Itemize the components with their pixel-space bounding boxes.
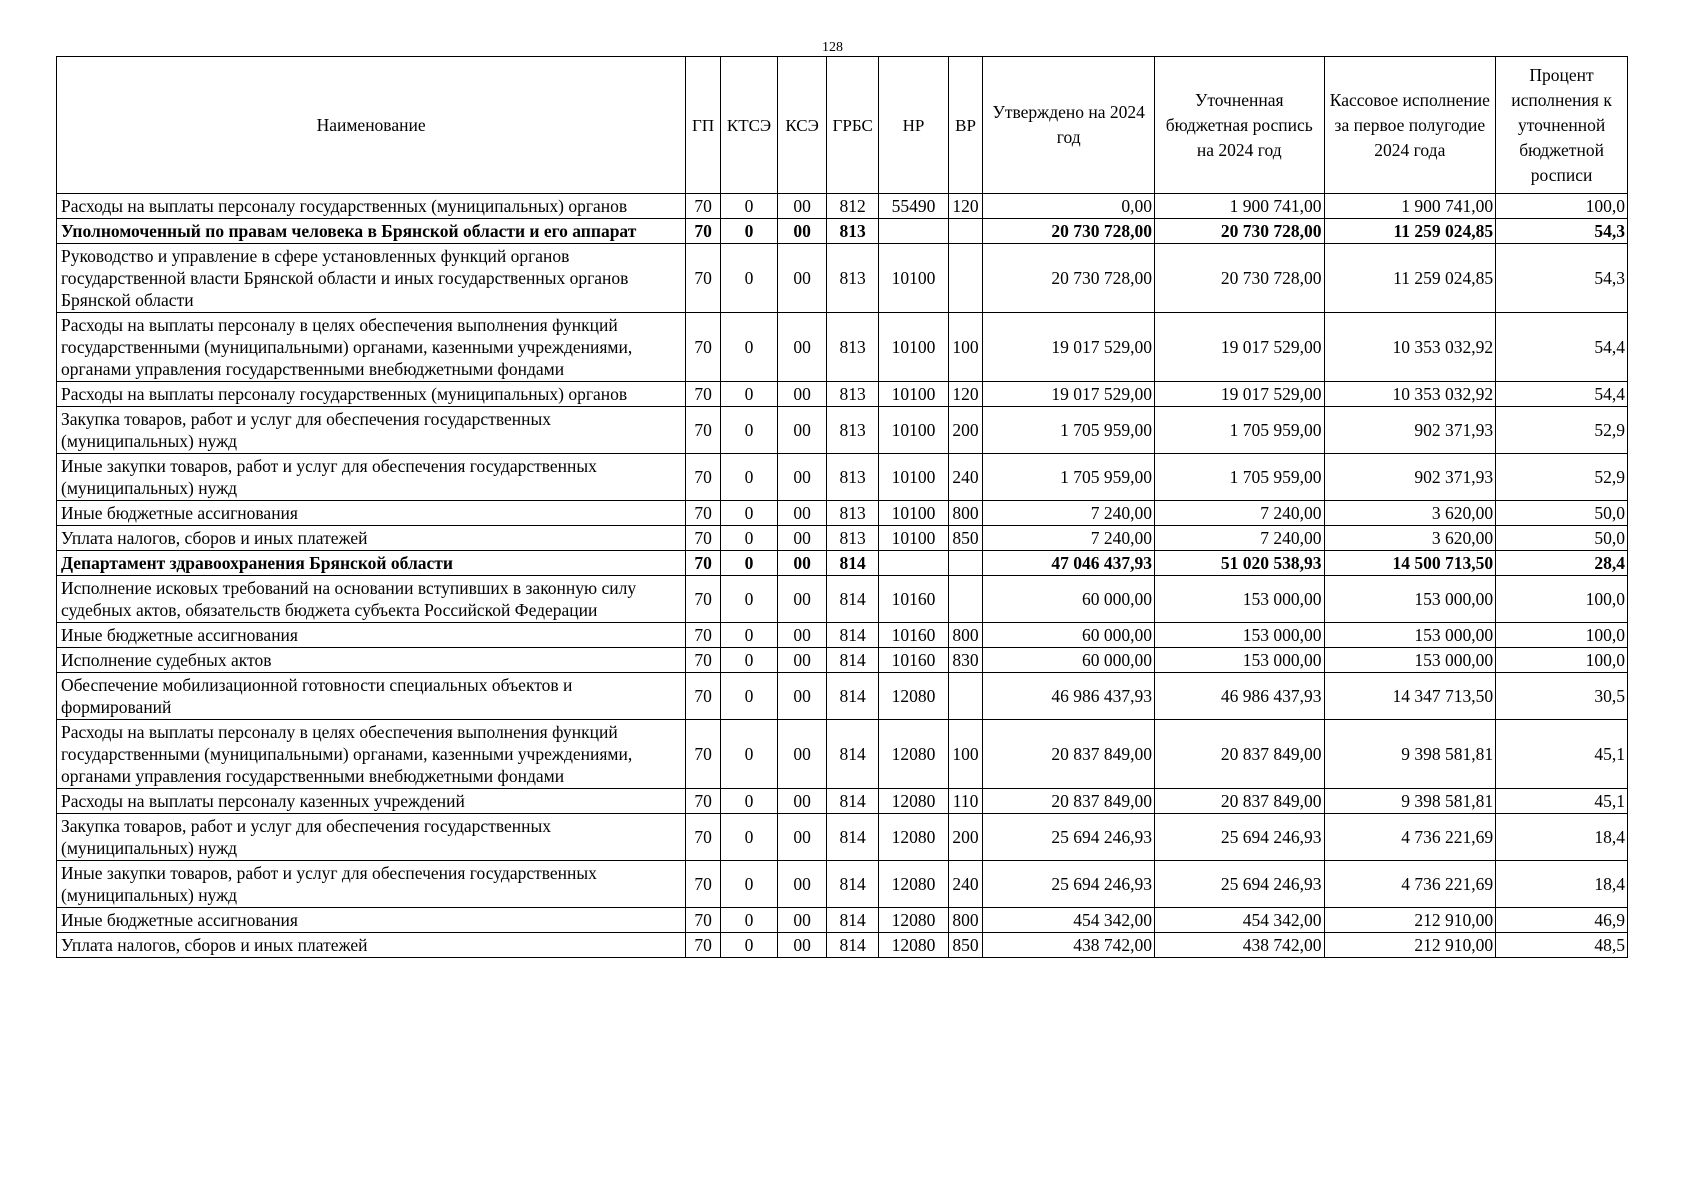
column-header-ktse: КТСЭ [720, 57, 777, 194]
cell-kse: 00 [778, 720, 827, 789]
table-row [57, 720, 1628, 789]
cell-name: Исполнение судебных актов [57, 648, 686, 673]
cell-vr [948, 673, 983, 720]
cell-percent: 45,1 [1496, 720, 1628, 789]
cell-ktse: 0 [720, 908, 777, 933]
cell-approved: 20 837 849,00 [983, 720, 1155, 789]
cell-approved: 20 730 728,00 [983, 219, 1155, 244]
cell-approved: 1 705 959,00 [983, 407, 1155, 454]
cell-nr: 12080 [879, 908, 948, 933]
cell-refined: 1 705 959,00 [1154, 407, 1324, 454]
cell-grbs: 813 [827, 313, 879, 382]
cell-refined: 7 240,00 [1154, 526, 1324, 551]
cell-name: Иные бюджетные ассигнования [57, 908, 686, 933]
cell-vr: 850 [948, 526, 983, 551]
cell-vr: 800 [948, 501, 983, 526]
cell-approved: 25 694 246,93 [983, 861, 1155, 908]
cell-ktse: 0 [720, 526, 777, 551]
cell-cash: 153 000,00 [1324, 648, 1496, 673]
cell-grbs: 813 [827, 244, 879, 313]
cell-ktse: 0 [720, 313, 777, 382]
cell-percent: 18,4 [1496, 814, 1628, 861]
cell-grbs: 813 [827, 501, 879, 526]
cell-refined: 1 705 959,00 [1154, 454, 1324, 501]
column-header-cash: Кассовое исполнение за первое полугодие 2024 года [1324, 57, 1496, 194]
cell-percent: 54,3 [1496, 219, 1628, 244]
cell-refined: 20 837 849,00 [1154, 720, 1324, 789]
cell-grbs: 814 [827, 861, 879, 908]
cell-kse: 00 [778, 407, 827, 454]
cell-nr: 12080 [879, 933, 948, 958]
table-row [57, 908, 1628, 933]
cell-kse: 00 [778, 244, 827, 313]
cell-ktse: 0 [720, 720, 777, 789]
cell-approved: 60 000,00 [983, 623, 1155, 648]
cell-vr: 850 [948, 933, 983, 958]
table-row [57, 501, 1628, 526]
cell-cash: 14 500 713,50 [1324, 551, 1496, 576]
cell-kse: 00 [778, 673, 827, 720]
cell-kse: 00 [778, 623, 827, 648]
cell-percent: 100,0 [1496, 623, 1628, 648]
cell-ktse: 0 [720, 623, 777, 648]
cell-percent: 100,0 [1496, 194, 1628, 219]
cell-kse: 00 [778, 313, 827, 382]
cell-approved: 60 000,00 [983, 576, 1155, 623]
cell-cash: 11 259 024,85 [1324, 244, 1496, 313]
cell-kse: 00 [778, 194, 827, 219]
cell-vr: 800 [948, 908, 983, 933]
cell-grbs: 814 [827, 576, 879, 623]
cell-approved: 454 342,00 [983, 908, 1155, 933]
cell-nr: 10100 [879, 313, 948, 382]
cell-approved: 1 705 959,00 [983, 454, 1155, 501]
cell-kse: 00 [778, 219, 827, 244]
cell-approved: 20 837 849,00 [983, 789, 1155, 814]
column-header-nr: НР [879, 57, 948, 194]
table-row [57, 454, 1628, 501]
cell-kse: 00 [778, 933, 827, 958]
cell-refined: 20 730 728,00 [1154, 244, 1324, 313]
cell-ktse: 0 [720, 501, 777, 526]
cell-nr: 12080 [879, 720, 948, 789]
cell-gp: 70 [686, 814, 721, 861]
cell-refined: 46 986 437,93 [1154, 673, 1324, 720]
cell-approved: 19 017 529,00 [983, 313, 1155, 382]
cell-refined: 153 000,00 [1154, 648, 1324, 673]
cell-percent: 54,4 [1496, 313, 1628, 382]
cell-cash: 9 398 581,81 [1324, 720, 1496, 789]
column-header-grbs: ГРБС [827, 57, 879, 194]
cell-grbs: 814 [827, 623, 879, 648]
cell-name: Обеспечение мобилизационной готовности специальных объектов и формирований [57, 673, 686, 720]
cell-gp: 70 [686, 908, 721, 933]
cell-percent: 46,9 [1496, 908, 1628, 933]
cell-percent: 45,1 [1496, 789, 1628, 814]
cell-approved: 20 730 728,00 [983, 244, 1155, 313]
cell-vr [948, 244, 983, 313]
column-header-kse: КСЭ [778, 57, 827, 194]
cell-refined: 25 694 246,93 [1154, 814, 1324, 861]
cell-refined: 19 017 529,00 [1154, 382, 1324, 407]
table-row [57, 933, 1628, 958]
cell-cash: 10 353 032,92 [1324, 313, 1496, 382]
cell-ktse: 0 [720, 454, 777, 501]
column-header-gp: ГП [686, 57, 721, 194]
cell-ktse: 0 [720, 673, 777, 720]
column-header-percent: Процент исполнения к уточненной бюджетной росписи [1496, 57, 1628, 194]
table-row [57, 551, 1628, 576]
cell-name: Уплата налогов, сборов и иных платежей [57, 933, 686, 958]
table-row [57, 623, 1628, 648]
cell-percent: 50,0 [1496, 526, 1628, 551]
cell-vr: 100 [948, 720, 983, 789]
column-header-name: Наименование [57, 57, 686, 194]
cell-gp: 70 [686, 454, 721, 501]
cell-gp: 70 [686, 526, 721, 551]
cell-grbs: 814 [827, 720, 879, 789]
cell-percent: 54,4 [1496, 382, 1628, 407]
cell-percent: 52,9 [1496, 454, 1628, 501]
cell-refined: 153 000,00 [1154, 623, 1324, 648]
cell-refined: 51 020 538,93 [1154, 551, 1324, 576]
cell-gp: 70 [686, 673, 721, 720]
cell-refined: 19 017 529,00 [1154, 313, 1324, 382]
cell-ktse: 0 [720, 407, 777, 454]
cell-name: Иные закупки товаров, работ и услуг для обеспечения государственных (муниципальных) нужд [57, 454, 686, 501]
table-row [57, 244, 1628, 313]
cell-kse: 00 [778, 526, 827, 551]
cell-name: Закупка товаров, работ и услуг для обеспечения государственных (муниципальных) нужд [57, 407, 686, 454]
cell-cash: 1 900 741,00 [1324, 194, 1496, 219]
cell-gp: 70 [686, 648, 721, 673]
cell-name: Уполномоченный по правам человека в Брянской области и его аппарат [57, 219, 686, 244]
cell-cash: 153 000,00 [1324, 623, 1496, 648]
cell-cash: 902 371,93 [1324, 407, 1496, 454]
cell-gp: 70 [686, 407, 721, 454]
cell-grbs: 814 [827, 789, 879, 814]
cell-grbs: 812 [827, 194, 879, 219]
cell-refined: 1 900 741,00 [1154, 194, 1324, 219]
cell-cash: 902 371,93 [1324, 454, 1496, 501]
cell-cash: 3 620,00 [1324, 501, 1496, 526]
cell-refined: 7 240,00 [1154, 501, 1324, 526]
cell-nr [879, 551, 948, 576]
cell-name: Закупка товаров, работ и услуг для обеспечения государственных (муниципальных) нужд [57, 814, 686, 861]
cell-vr: 200 [948, 407, 983, 454]
cell-percent: 100,0 [1496, 576, 1628, 623]
cell-gp: 70 [686, 219, 721, 244]
cell-vr: 800 [948, 623, 983, 648]
cell-percent: 100,0 [1496, 648, 1628, 673]
cell-kse: 00 [778, 789, 827, 814]
cell-grbs: 813 [827, 382, 879, 407]
cell-ktse: 0 [720, 814, 777, 861]
cell-vr: 120 [948, 194, 983, 219]
cell-grbs: 814 [827, 908, 879, 933]
cell-cash: 153 000,00 [1324, 576, 1496, 623]
cell-ktse: 0 [720, 551, 777, 576]
cell-vr [948, 551, 983, 576]
cell-gp: 70 [686, 576, 721, 623]
budget-execution-table [56, 56, 1628, 958]
cell-gp: 70 [686, 313, 721, 382]
cell-cash: 10 353 032,92 [1324, 382, 1496, 407]
cell-kse: 00 [778, 454, 827, 501]
cell-nr: 12080 [879, 673, 948, 720]
cell-gp: 70 [686, 551, 721, 576]
cell-refined: 454 342,00 [1154, 908, 1324, 933]
cell-gp: 70 [686, 194, 721, 219]
cell-kse: 00 [778, 551, 827, 576]
cell-kse: 00 [778, 382, 827, 407]
cell-approved: 7 240,00 [983, 501, 1155, 526]
cell-cash: 9 398 581,81 [1324, 789, 1496, 814]
cell-cash: 212 910,00 [1324, 908, 1496, 933]
cell-name: Руководство и управление в сфере установленных функций органов государственной власти Брянской области и иных государственных органов Брянской области [57, 244, 686, 313]
cell-percent: 18,4 [1496, 861, 1628, 908]
cell-vr: 200 [948, 814, 983, 861]
table-row [57, 382, 1628, 407]
table-header [57, 57, 1628, 194]
cell-gp: 70 [686, 789, 721, 814]
cell-cash: 4 736 221,69 [1324, 861, 1496, 908]
cell-gp: 70 [686, 501, 721, 526]
table-row [57, 648, 1628, 673]
column-header-vr: ВР [948, 57, 983, 194]
table-row [57, 576, 1628, 623]
table-row [57, 219, 1628, 244]
cell-gp: 70 [686, 382, 721, 407]
cell-ktse: 0 [720, 933, 777, 958]
cell-gp: 70 [686, 244, 721, 313]
cell-gp: 70 [686, 933, 721, 958]
cell-ktse: 0 [720, 861, 777, 908]
cell-vr: 830 [948, 648, 983, 673]
cell-name: Расходы на выплаты персоналу в целях обеспечения выполнения функций государственными (муниципальными) органами, казенными учреждениями, органами управления государственными внебюджетными фондами [57, 720, 686, 789]
cell-name: Расходы на выплаты персоналу государственных (муниципальных) органов [57, 194, 686, 219]
cell-name: Расходы на выплаты персоналу в целях обеспечения выполнения функций государственными (муниципальными) органами, казенными учреждениями, органами управления государственными внебюджетными фондами [57, 313, 686, 382]
cell-ktse: 0 [720, 648, 777, 673]
cell-grbs: 814 [827, 551, 879, 576]
cell-name: Иные бюджетные ассигнования [57, 623, 686, 648]
cell-refined: 438 742,00 [1154, 933, 1324, 958]
cell-name: Расходы на выплаты персоналу казенных учреждений [57, 789, 686, 814]
cell-cash: 14 347 713,50 [1324, 673, 1496, 720]
cell-ktse: 0 [720, 382, 777, 407]
cell-name: Департамент здравоохранения Брянской области [57, 551, 686, 576]
cell-vr: 100 [948, 313, 983, 382]
cell-vr: 240 [948, 454, 983, 501]
cell-nr: 10100 [879, 382, 948, 407]
cell-approved: 46 986 437,93 [983, 673, 1155, 720]
table-row [57, 673, 1628, 720]
cell-name: Уплата налогов, сборов и иных платежей [57, 526, 686, 551]
cell-ktse: 0 [720, 576, 777, 623]
cell-kse: 00 [778, 908, 827, 933]
cell-approved: 60 000,00 [983, 648, 1155, 673]
table-row [57, 861, 1628, 908]
cell-approved: 47 046 437,93 [983, 551, 1155, 576]
column-header-refined: Уточненная бюджетная роспись на 2024 год [1154, 57, 1324, 194]
cell-ktse: 0 [720, 244, 777, 313]
cell-nr: 12080 [879, 789, 948, 814]
cell-gp: 70 [686, 623, 721, 648]
cell-refined: 20 730 728,00 [1154, 219, 1324, 244]
cell-name: Иные бюджетные ассигнования [57, 501, 686, 526]
cell-name: Иные закупки товаров, работ и услуг для обеспечения государственных (муниципальных) нужд [57, 861, 686, 908]
cell-nr: 55490 [879, 194, 948, 219]
cell-nr: 12080 [879, 861, 948, 908]
cell-kse: 00 [778, 861, 827, 908]
cell-percent: 30,5 [1496, 673, 1628, 720]
cell-refined: 153 000,00 [1154, 576, 1324, 623]
cell-ktse: 0 [720, 789, 777, 814]
cell-kse: 00 [778, 814, 827, 861]
cell-grbs: 813 [827, 526, 879, 551]
column-header-approved: Утверждено на 2024 год [983, 57, 1155, 194]
cell-grbs: 813 [827, 454, 879, 501]
cell-vr [948, 219, 983, 244]
page-number: 128 [822, 40, 843, 55]
table-row [57, 814, 1628, 861]
cell-grbs: 813 [827, 219, 879, 244]
cell-refined: 20 837 849,00 [1154, 789, 1324, 814]
cell-ktse: 0 [720, 194, 777, 219]
table-row [57, 407, 1628, 454]
cell-nr [879, 219, 948, 244]
cell-approved: 7 240,00 [983, 526, 1155, 551]
cell-nr: 10100 [879, 407, 948, 454]
cell-nr: 10160 [879, 623, 948, 648]
table-row [57, 194, 1628, 219]
cell-percent: 48,5 [1496, 933, 1628, 958]
cell-approved: 25 694 246,93 [983, 814, 1155, 861]
cell-grbs: 814 [827, 933, 879, 958]
cell-grbs: 813 [827, 407, 879, 454]
cell-ktse: 0 [720, 219, 777, 244]
cell-cash: 3 620,00 [1324, 526, 1496, 551]
cell-vr: 120 [948, 382, 983, 407]
cell-percent: 50,0 [1496, 501, 1628, 526]
table-row [57, 789, 1628, 814]
cell-cash: 212 910,00 [1324, 933, 1496, 958]
cell-approved: 0,00 [983, 194, 1155, 219]
cell-grbs: 814 [827, 648, 879, 673]
cell-vr: 240 [948, 861, 983, 908]
cell-nr: 10160 [879, 576, 948, 623]
cell-nr: 10100 [879, 244, 948, 313]
cell-vr: 110 [948, 789, 983, 814]
cell-percent: 54,3 [1496, 244, 1628, 313]
cell-approved: 438 742,00 [983, 933, 1155, 958]
cell-percent: 28,4 [1496, 551, 1628, 576]
cell-grbs: 814 [827, 673, 879, 720]
cell-approved: 19 017 529,00 [983, 382, 1155, 407]
cell-nr: 12080 [879, 814, 948, 861]
cell-gp: 70 [686, 861, 721, 908]
table-row [57, 313, 1628, 382]
cell-nr: 10100 [879, 454, 948, 501]
cell-refined: 25 694 246,93 [1154, 861, 1324, 908]
cell-percent: 52,9 [1496, 407, 1628, 454]
cell-nr: 10100 [879, 526, 948, 551]
cell-nr: 10160 [879, 648, 948, 673]
cell-cash: 11 259 024,85 [1324, 219, 1496, 244]
cell-name: Исполнение исковых требований на основании вступивших в законную силу судебных актов, обязательств бюджета субъекта Российской Федерации [57, 576, 686, 623]
cell-kse: 00 [778, 576, 827, 623]
cell-kse: 00 [778, 648, 827, 673]
table-row [57, 526, 1628, 551]
cell-name: Расходы на выплаты персоналу государственных (муниципальных) органов [57, 382, 686, 407]
table-body [57, 194, 1628, 958]
cell-vr [948, 576, 983, 623]
cell-gp: 70 [686, 720, 721, 789]
cell-kse: 00 [778, 501, 827, 526]
cell-grbs: 814 [827, 814, 879, 861]
cell-nr: 10100 [879, 501, 948, 526]
cell-cash: 4 736 221,69 [1324, 814, 1496, 861]
